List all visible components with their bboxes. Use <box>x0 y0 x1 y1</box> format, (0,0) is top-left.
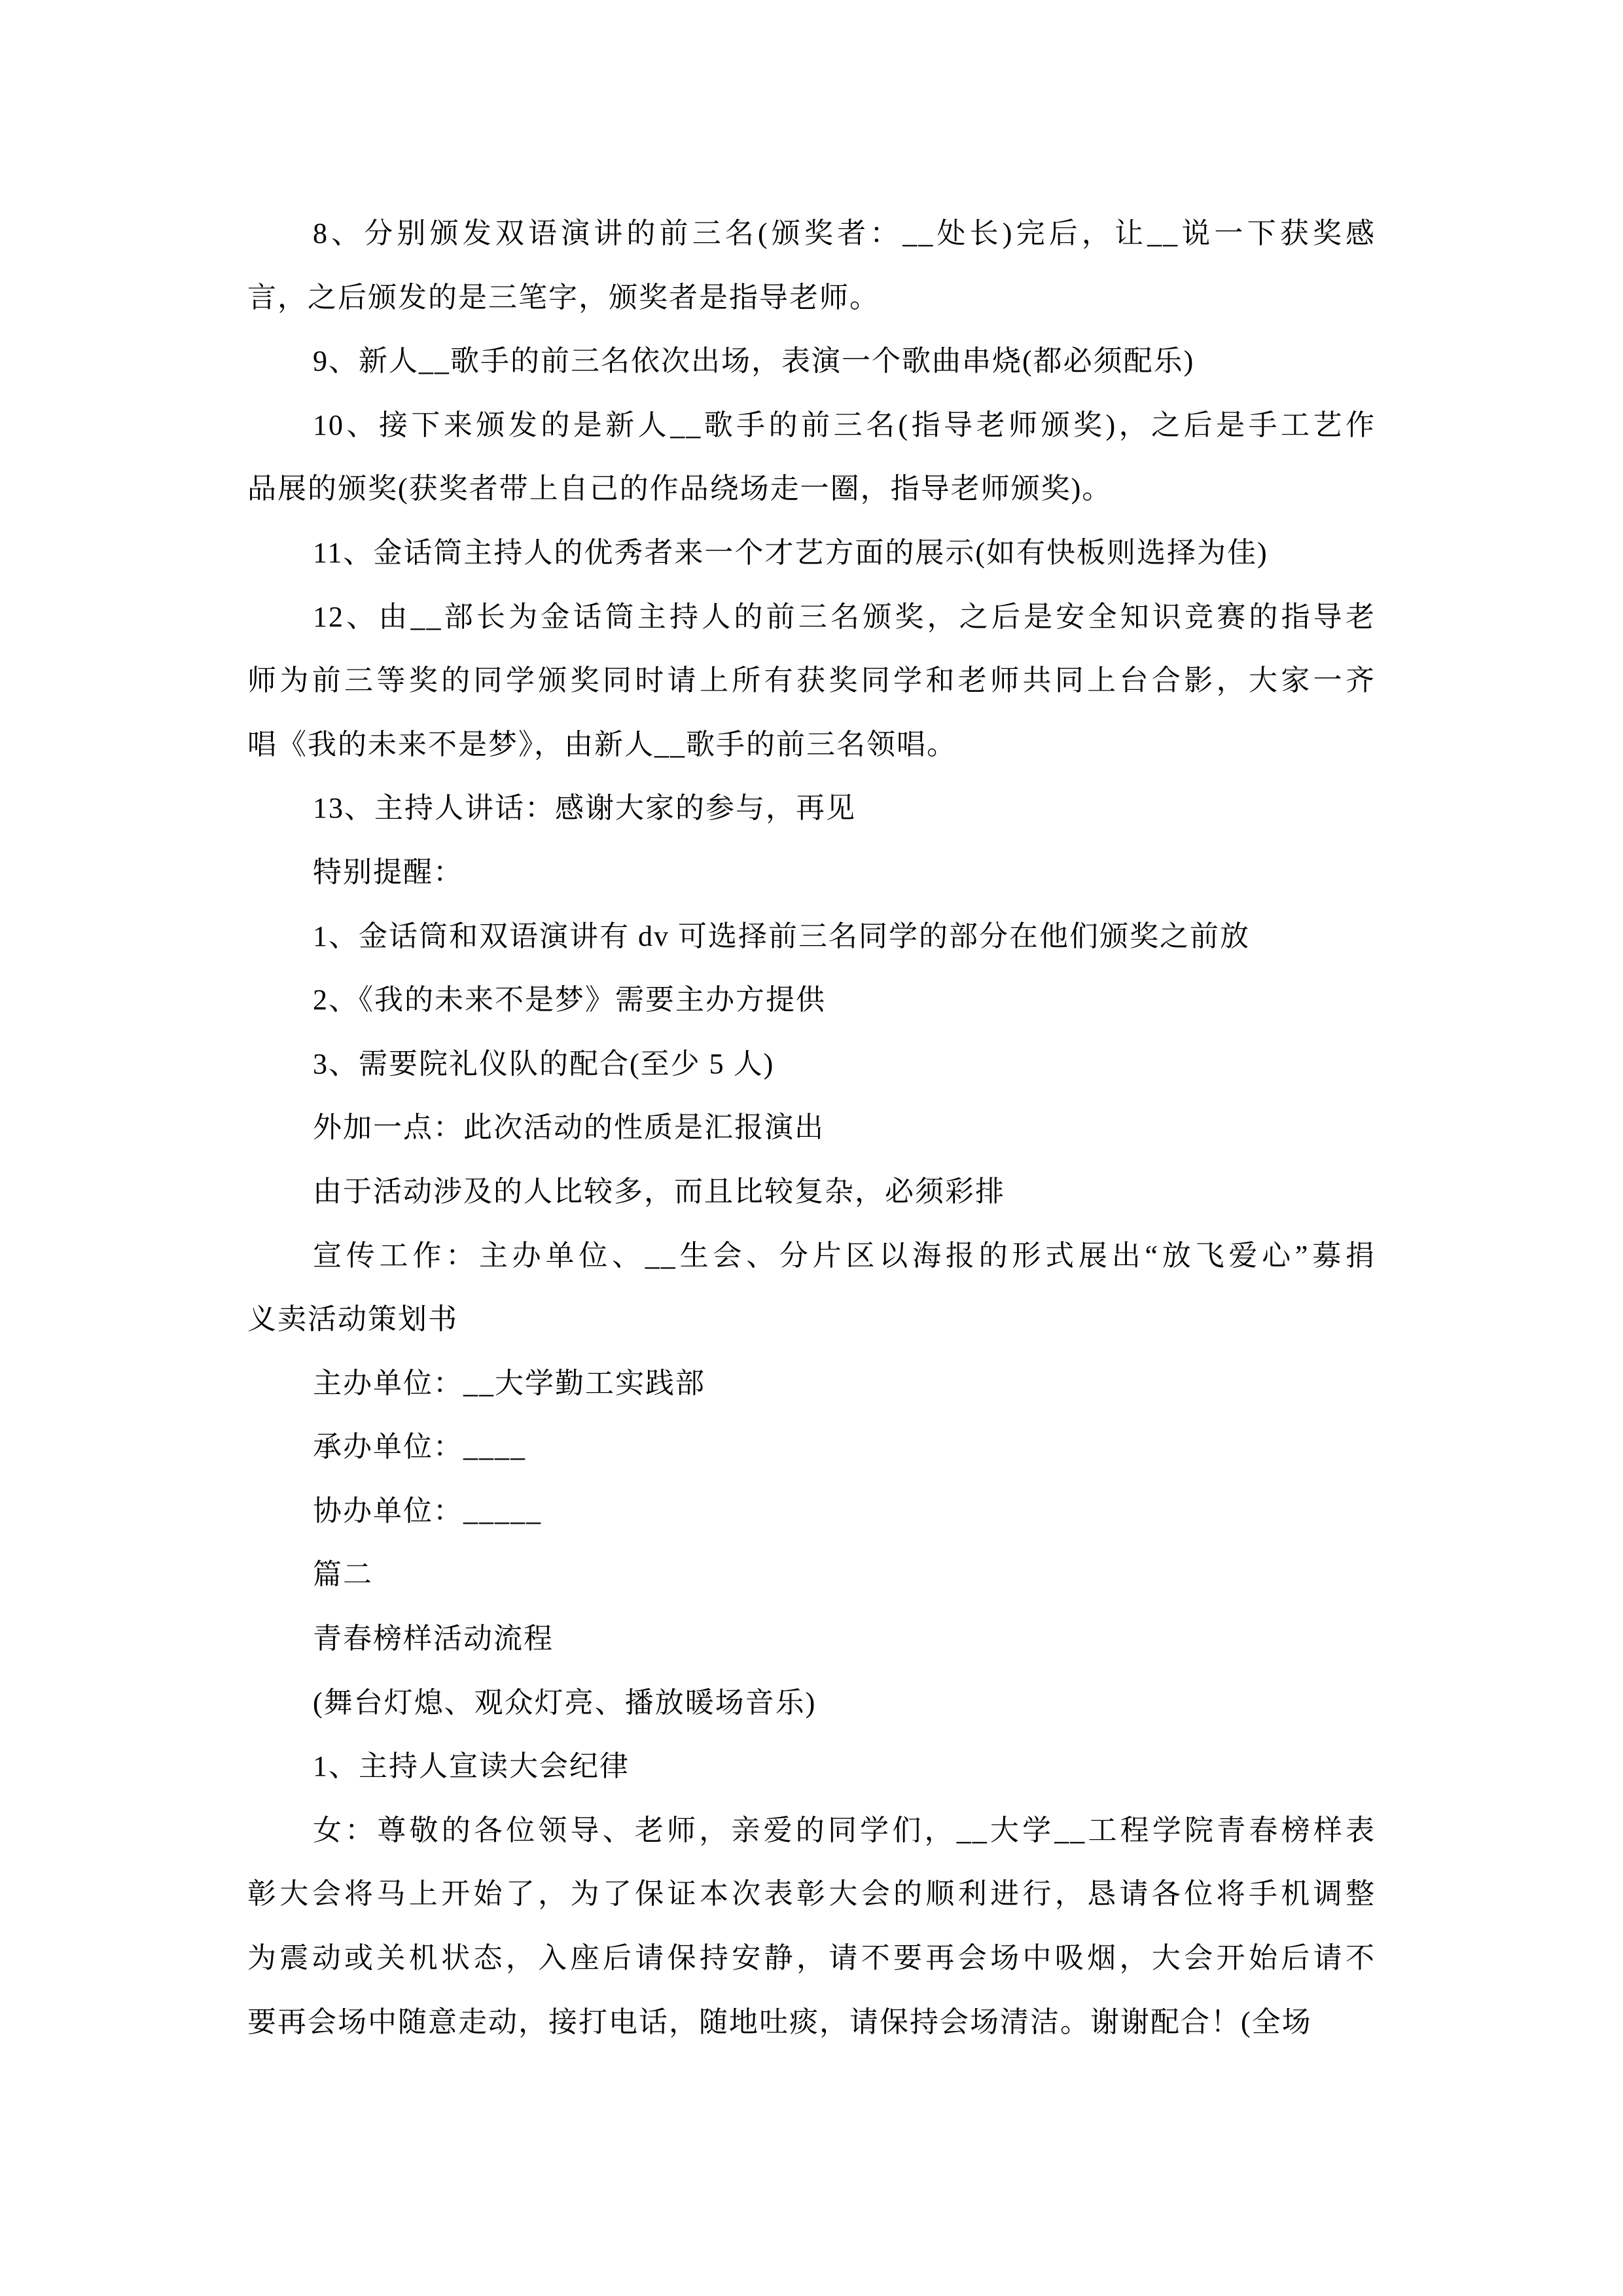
text-line: 1、金话筒和双语演讲有 dv 可选择前三名同学的部分在他们颁奖之前放 <box>313 920 1250 952</box>
text-line: 主办单位：__大学勤工实践部 <box>313 1367 705 1399</box>
text-line: 9、新人__歌手的前三名依次出场，表演一个歌曲串烧(都必须配乐) <box>313 345 1195 378</box>
text-line: 13、主持人讲话：感谢大家的参与，再见 <box>313 792 856 825</box>
text-line: 师为前三等奖的同学颁奖同时请上所有获奖同学和老师共同上台合影，大家一齐 <box>247 664 1376 697</box>
text-line: 唱《我的未来不是梦》，由新人__歌手的前三名领唱。 <box>247 728 957 761</box>
text-line: 为震动或关机状态，入座后请保持安静，请不要再会场中吸烟，大会开始后请不 <box>247 1942 1376 1975</box>
text-line: 协办单位：_____ <box>313 1494 542 1527</box>
text-line: 10、接下来颁发的是新人__歌手的前三名(指导老师颁奖)，之后是手工艺作 <box>313 408 1376 441</box>
text-line: 特别提醒： <box>313 855 463 888</box>
text-line: 12、由__部长为金话筒主持人的前三名颁奖，之后是安全知识竞赛的指导老 <box>313 600 1376 633</box>
text-line: (舞台灯熄、观众灯亮、播放暖场音乐) <box>313 1686 817 1719</box>
text-line: 由于活动涉及的人比较多，而且比较复杂，必须彩排 <box>313 1175 1005 1208</box>
text-line: 外加一点：此次活动的性质是汇报演出 <box>313 1111 825 1144</box>
text-line: 承办单位：____ <box>313 1431 526 1463</box>
text-line: 要再会场中随意走动，接打电话，随地吐痰，请保持会场清洁。谢谢配合！(全场 <box>247 2005 1312 2038</box>
text-line: 品展的颁奖(获奖者带上自己的作品绕场走一圈，指导老师颁奖)。 <box>247 473 1113 505</box>
text-line: 11、金话筒主持人的优秀者来一个才艺方面的展示(如有快板则选择为佳) <box>313 536 1268 569</box>
text-line: 彰大会将马上开始了，为了保证本次表彰大会的顺利进行，恳请各位将手机调整 <box>247 1878 1376 1910</box>
text-line: 宣传工作：主办单位、__生会、分片区以海报的形式展出“放飞爱心”募捐 <box>313 1239 1376 1272</box>
text-line: 8、分别颁发双语演讲的前三名(颁奖者：__处长)完后，让__说一下获奖感 <box>313 217 1376 249</box>
text-line: 义卖活动策划书 <box>247 1303 458 1336</box>
text-line: 女：尊敬的各位领导、老师，亲爱的同学们，__大学__工程学院青春榜样表 <box>313 1814 1376 1846</box>
text-line: 篇二 <box>313 1558 373 1591</box>
text-line: 2、《我的未来不是梦》需要主办方提供 <box>313 984 826 1016</box>
text-line: 青春榜样活动流程 <box>313 1623 554 1655</box>
document-body <box>247 202 1376 2054</box>
text-line: 言，之后颁发的是三笔字，颁奖者是指导老师。 <box>247 281 880 314</box>
text-line: 1、主持人宣读大会纪律 <box>313 1750 630 1783</box>
text-line: 3、需要院礼仪队的配合(至少 5 人) <box>313 1047 775 1080</box>
